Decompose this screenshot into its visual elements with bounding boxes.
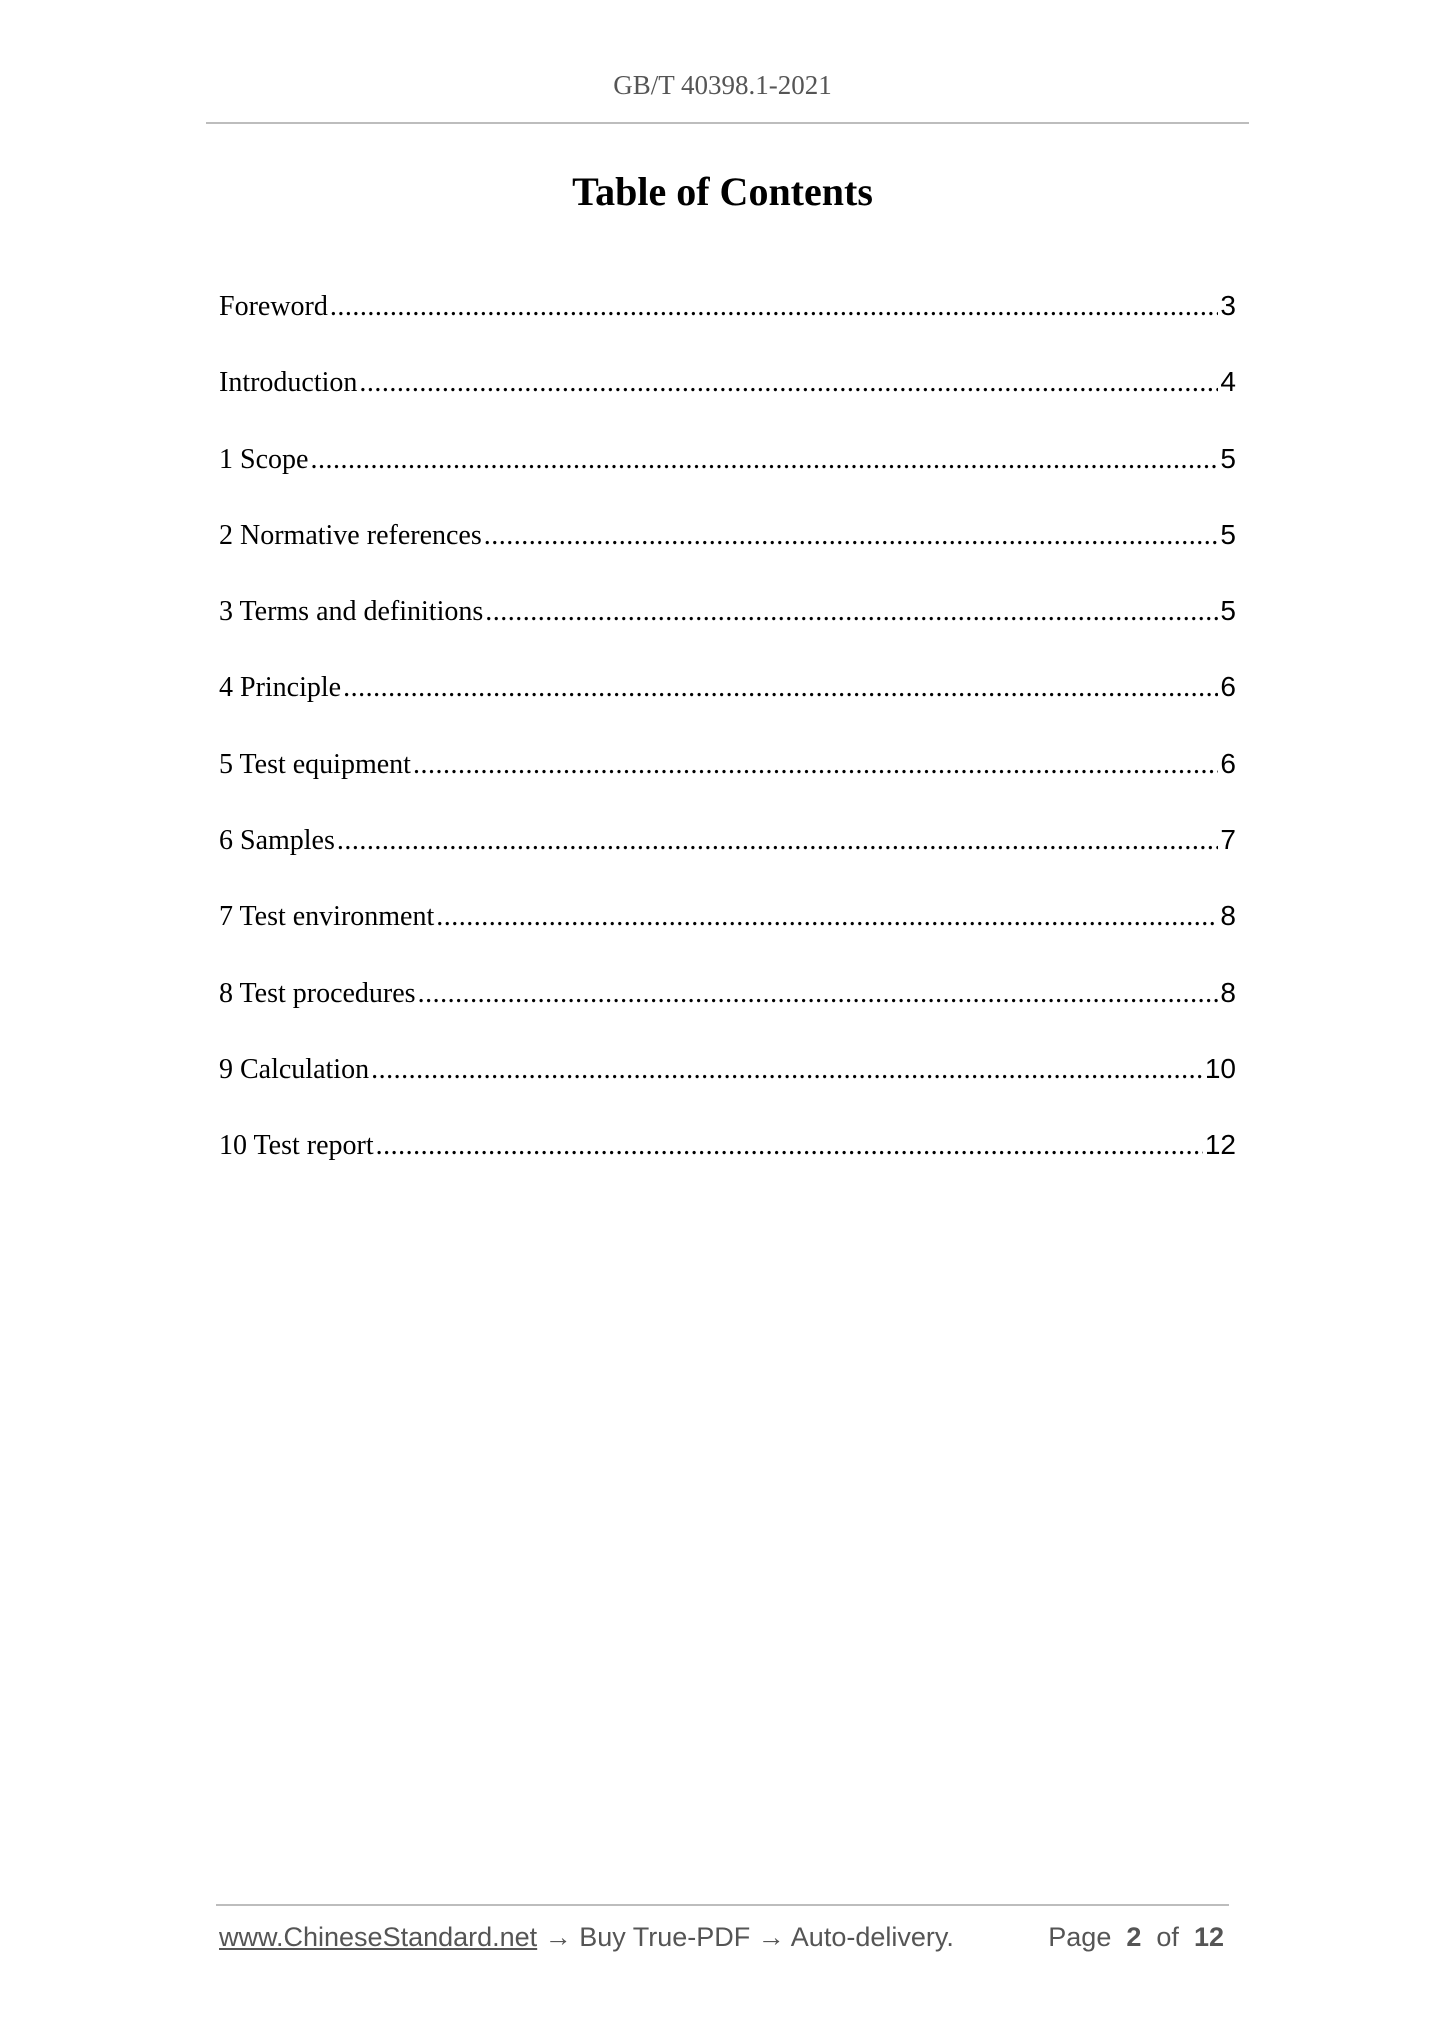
toc-entry-page: 5 bbox=[1220, 442, 1236, 474]
toc-entry-test-procedures[interactable] bbox=[219, 977, 1236, 1053]
toc-entry-page: 8 bbox=[1220, 900, 1236, 932]
toc-dot-leader bbox=[371, 1054, 1203, 1086]
toc-entry-label: 8 Test procedures bbox=[219, 977, 416, 1009]
toc-dot-leader bbox=[413, 749, 1218, 781]
website-link[interactable]: www.ChineseStandard.net bbox=[219, 1922, 538, 1952]
toc-dot-leader bbox=[337, 825, 1219, 857]
toc-entry-page: 5 bbox=[1220, 518, 1236, 550]
toc-entry-label: 10 Test report bbox=[219, 1130, 374, 1162]
toc-dot-leader bbox=[343, 672, 1218, 704]
toc-entry-introduction[interactable] bbox=[219, 366, 1236, 442]
toc-entry-calculation[interactable] bbox=[219, 1053, 1236, 1129]
toc-entry-page: 6 bbox=[1220, 671, 1236, 703]
toc-dot-leader bbox=[436, 901, 1218, 933]
toc-entry-page: 5 bbox=[1220, 595, 1236, 627]
toc-entry-samples[interactable] bbox=[219, 824, 1236, 900]
document-code-header: GB/T 40398.1-2021 bbox=[613, 70, 832, 100]
right-arrow-icon: → bbox=[544, 1922, 572, 1952]
toc-entry-page: 10 bbox=[1204, 1052, 1236, 1084]
toc-dot-leader bbox=[310, 444, 1218, 476]
toc-entry-label: 3 Terms and definitions bbox=[219, 596, 484, 628]
footer-divider bbox=[216, 1904, 1229, 1906]
toc-entry-test-equipment[interactable] bbox=[219, 748, 1236, 824]
toc-entry-label: Foreword bbox=[219, 291, 328, 322]
right-arrow-icon: → bbox=[757, 1922, 785, 1952]
toc-entry-page: 7 bbox=[1220, 824, 1236, 856]
toc-dot-leader bbox=[376, 1130, 1203, 1162]
toc-entry-page: 12 bbox=[1204, 1129, 1236, 1161]
page-number-indicator bbox=[1048, 1922, 1224, 1953]
toc-dot-leader bbox=[485, 596, 1218, 628]
buy-true-pdf-text: Buy True-PDF bbox=[579, 1922, 751, 1952]
total-page-count: 12 bbox=[1193, 1922, 1224, 1952]
toc-list bbox=[219, 290, 1236, 1206]
toc-entry-test-report[interactable] bbox=[219, 1129, 1236, 1205]
toc-dot-leader bbox=[418, 978, 1219, 1010]
toc-entry-foreword[interactable] bbox=[219, 290, 1236, 366]
toc-entry-label: 5 Test equipment bbox=[219, 748, 411, 780]
toc-entry-page: 4 bbox=[1220, 366, 1236, 398]
toc-entry-scope[interactable] bbox=[219, 443, 1236, 519]
page-footer bbox=[219, 1922, 1229, 1962]
footer-promo bbox=[219, 1922, 954, 1953]
toc-entry-label: 1 Scope bbox=[219, 443, 309, 475]
header-divider bbox=[206, 122, 1249, 124]
current-page-number: 2 bbox=[1126, 1922, 1142, 1952]
toc-entry-page: 8 bbox=[1220, 976, 1236, 1008]
toc-entry-principle[interactable] bbox=[219, 671, 1236, 747]
page-word: Page bbox=[1048, 1922, 1112, 1952]
toc-entry-page: 3 bbox=[1220, 290, 1236, 321]
toc-entry-terms-and-definitions[interactable] bbox=[219, 595, 1236, 671]
toc-entry-normative-references[interactable] bbox=[219, 519, 1236, 595]
toc-title: Table of Contents bbox=[572, 169, 873, 214]
of-word: of bbox=[1156, 1922, 1179, 1952]
toc-entry-test-environment[interactable] bbox=[219, 900, 1236, 976]
toc-dot-leader bbox=[484, 520, 1219, 552]
toc-dot-leader bbox=[359, 367, 1218, 399]
toc-entry-label: 6 Samples bbox=[219, 825, 335, 857]
toc-entry-label: Introduction bbox=[219, 367, 358, 399]
toc-entry-label: 2 Normative references bbox=[219, 519, 482, 551]
toc-entry-label: 7 Test environment bbox=[219, 901, 435, 933]
toc-entry-page: 6 bbox=[1220, 747, 1236, 779]
toc-entry-label: 4 Principle bbox=[219, 672, 342, 704]
toc-entry-label: 9 Calculation bbox=[219, 1053, 370, 1085]
toc-dot-leader bbox=[330, 291, 1219, 323]
auto-delivery-text: Auto-delivery. bbox=[790, 1922, 954, 1952]
